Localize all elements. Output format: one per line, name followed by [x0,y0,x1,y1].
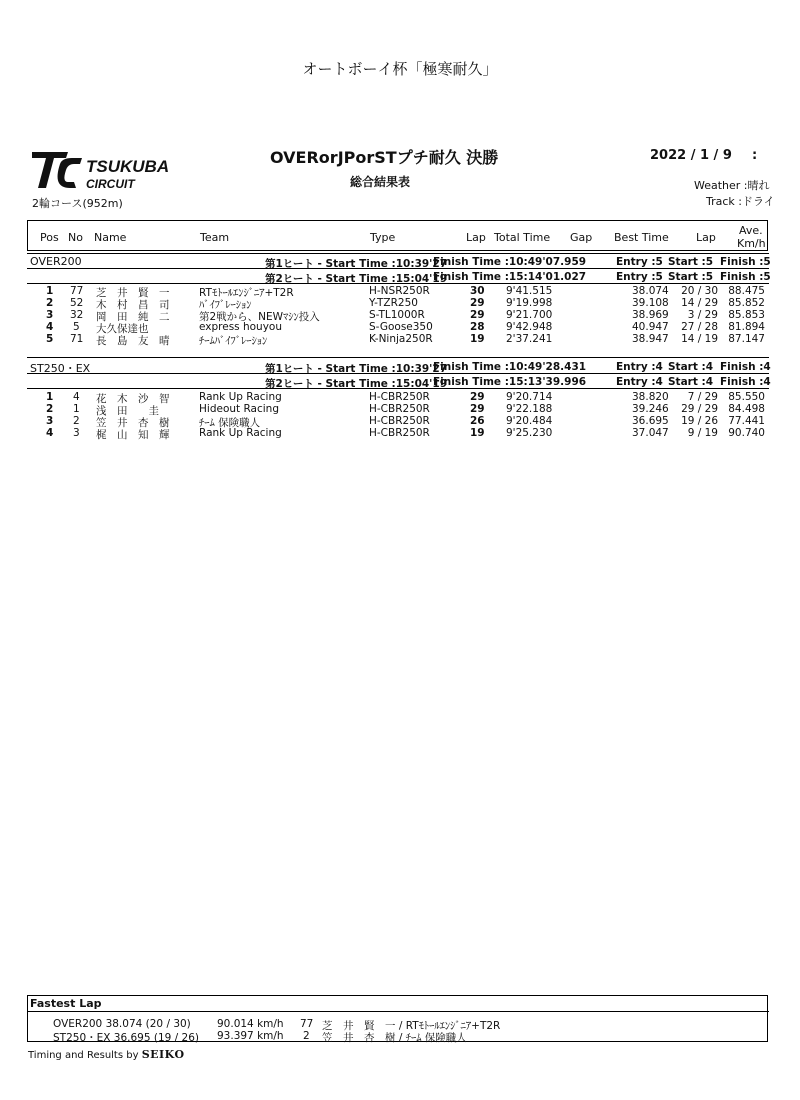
avg-speed: 90.740 [728,427,765,439]
logo-line2: CIRCUIT [86,177,135,191]
laps: 29 [470,403,485,415]
team: ﾊﾞｲﾌﾞﾚｰｼｮﾝ [199,299,252,311]
class-rule [27,283,769,284]
laps: 19 [470,427,485,439]
avg-speed: 88.475 [728,285,765,297]
date-time-separator: : [752,148,758,163]
fastest-speed: 93.397 km/h [217,1030,284,1042]
table-row [0,321,800,333]
pos: 5 [46,333,54,345]
machine-type: H-CBR250R [369,391,430,403]
total-time: 9'20.714 [506,391,553,403]
total-time: 9'25.230 [506,427,553,439]
best-time: 38.074 [632,285,669,297]
header-best-time: Best Time [614,231,669,244]
heat-finish: Finish Time :10:49'28.431 [433,361,587,373]
team: ﾁｰﾑﾊﾞｲﾌﾞﾚｰｼｮﾝ [199,335,268,347]
car-no: 2 [73,415,80,427]
best-lap: 14 / 19 [681,333,718,345]
best-time: 36.695 [632,415,669,427]
heat-start: 第1ヒート - Start Time :10:39'27 [265,258,448,270]
header-total-time: Total Time [494,231,551,244]
total-time: 9'21.700 [506,309,553,321]
fastest-lap-row [0,1030,800,1042]
best-lap: 14 / 29 [681,297,718,309]
machine-type: H-CBR250R [369,415,430,427]
laps: 29 [470,391,485,403]
table-row [0,427,800,439]
laps: 28 [470,321,485,333]
car-no: 4 [73,391,80,403]
fastest-class-time: ST250・EX 36.695 (19 / 26) [53,1032,199,1044]
machine-type: H-CBR250R [369,427,430,439]
pos: 4 [46,321,54,333]
class-rule [27,253,769,254]
team: Rank Up Racing [199,427,282,439]
fastest-lap-rule [27,1011,769,1012]
rider-name: 岡 田 純 二 [96,311,170,323]
footer [28,1048,185,1061]
table-row [0,285,800,297]
car-no: 32 [70,309,84,321]
header-gap: Gap [570,231,593,244]
class-rule [27,357,769,358]
heat-finish-count: Finish :4 [720,376,771,388]
rider-name: 笠 井 杏 樹 [96,417,170,429]
total-time: 9'20.484 [506,415,553,427]
heat-finish: Finish Time :15:13'39.996 [433,376,587,388]
table-row [0,309,800,321]
car-no: 77 [70,285,84,297]
fastest-car-no: 77 [300,1018,314,1030]
fastest-speed: 90.014 km/h [217,1018,284,1030]
heat-start: 第2ヒート - Start Time :15:04'19 [265,378,448,390]
rider-name: 浅 田 圭 [96,405,159,417]
fastest-lap-title: Fastest Lap [30,997,102,1010]
heat-finish-count: Finish :4 [720,361,771,373]
table-row [0,391,800,403]
best-lap: 20 / 30 [681,285,718,297]
best-lap: 19 / 26 [681,415,718,427]
header-name: Name [94,231,127,244]
car-no: 1 [73,403,80,415]
total-time: 2'37.241 [506,333,553,345]
best-time: 39.246 [632,403,669,415]
best-time: 39.108 [632,297,669,309]
laps: 30 [470,285,485,297]
car-no: 5 [73,321,80,333]
machine-type: H-CBR250R [369,403,430,415]
best-time: 40.947 [632,321,669,333]
avg-speed: 87.147 [728,333,765,345]
heat-start-count: Start :4 [668,361,714,373]
pos: 1 [46,391,54,403]
car-no: 52 [70,297,84,309]
heat-start-count: Start :5 [668,256,714,268]
best-lap: 27 / 28 [681,321,718,333]
heat-entry: Entry :5 [616,271,663,283]
machine-type: H-NSR250R [369,285,430,297]
pos: 4 [46,427,54,439]
race-title: OVERorJPorSTプチ耐久 決勝 [270,148,499,167]
avg-speed: 84.498 [728,403,765,415]
total-time: 9'41.515 [506,285,553,297]
best-time: 37.047 [632,427,669,439]
car-no: 3 [73,427,80,439]
fastest-rider: 芝 井 賢 一 / RTﾓﾄｰﾙｴﾝｼﾞﾆｱ+T2R [322,1020,501,1032]
laps: 29 [470,309,485,321]
best-time: 38.820 [632,391,669,403]
avg-speed: 85.550 [728,391,765,403]
heat-start: 第1ヒート - Start Time :10:39'27 [265,363,448,375]
heat-finish-count: Finish :5 [720,271,771,283]
class-name: OVER200 [30,255,82,268]
laps: 19 [470,333,485,345]
event-title: オートボーイ杯「極寒耐久」 [302,60,498,78]
fastest-rider: 笠 井 杏 樹 / ﾁｰﾑ 保険職人 [322,1032,467,1044]
table-row [0,403,800,415]
heat-start-count: Start :4 [668,376,714,388]
heat-finish-count: Finish :5 [720,256,771,268]
heat-finish: Finish Time :10:49'07.959 [433,256,587,268]
fastest-lap-row [0,1018,800,1030]
avg-speed: 85.853 [728,309,765,321]
avg-speed: 81.894 [728,321,765,333]
avg-speed: 85.852 [728,297,765,309]
machine-type: S-TL1000R [369,309,425,321]
track-info: Track :ドライ [706,195,775,208]
seiko-logo: SEIKO [141,1048,185,1061]
best-lap: 3 / 29 [687,309,718,321]
fastest-class-time: OVER200 38.074 (20 / 30) [53,1018,191,1030]
column-header-box [27,220,768,251]
machine-type: Y-TZR250 [369,297,418,309]
header-type: Type [370,231,396,244]
pos: 1 [46,285,54,297]
result-subtitle: 総合結果表 [350,175,411,189]
laps: 29 [470,297,485,309]
header-pos: Pos [40,231,59,244]
footer-text: Timing and Results by [28,1050,139,1061]
best-time: 38.969 [632,309,669,321]
team: ﾁｰﾑ 保険職人 [199,417,261,429]
tc-logo-mark [30,148,210,194]
team: express houyou [199,321,283,333]
rider-name: 大久保達也 [96,323,149,335]
best-lap: 29 / 29 [681,403,718,415]
heat-start: 第2ヒート - Start Time :15:04'19 [265,273,448,285]
header-no: No [68,231,83,244]
team: Hideout Racing [199,403,279,415]
team: Rank Up Racing [199,391,282,403]
heat-entry: Entry :4 [616,376,663,388]
header-team: Team [200,231,230,244]
weather-info: Weather :晴れ [694,179,770,192]
machine-type: K-Ninja250R [369,333,433,345]
heat-finish: Finish Time :15:14'01.027 [433,271,587,283]
tsukuba-circuit-logo [30,148,210,194]
pos: 3 [46,309,54,321]
laps: 26 [470,415,485,427]
course-label: 2輪コース(952m) [32,197,123,210]
best-lap: 7 / 29 [687,391,718,403]
header-lap: Lap [466,231,486,244]
car-no: 71 [70,333,84,345]
table-row [0,297,800,309]
team: 第2戦から、NEWﾏｼﾝ投入 [199,311,320,323]
rider-name: 芝 井 賢 一 [96,287,170,299]
machine-type: S-Goose350 [369,321,433,333]
table-row [0,333,800,345]
heat-entry: Entry :4 [616,361,663,373]
table-row [0,415,800,427]
class-name: ST250・EX [30,362,91,375]
header-best-lap: Lap [696,231,716,244]
total-time: 9'19.998 [506,297,553,309]
header-kmh: Km/h [737,237,766,250]
rider-name: 長 島 友 晴 [96,335,170,347]
fastest-car-no: 2 [303,1030,310,1042]
best-time: 38.947 [632,333,669,345]
best-lap: 9 / 19 [687,427,718,439]
total-time: 9'22.188 [506,403,553,415]
heat-start-count: Start :5 [668,271,714,283]
logo-line1: TSUKUBA [86,157,170,176]
total-time: 9'42.948 [506,321,553,333]
heat-entry: Entry :5 [616,256,663,268]
rider-name: 花 木 沙 智 [96,393,170,405]
pos: 2 [46,297,54,309]
rider-name: 木 村 昌 司 [96,299,170,311]
header-ave: Ave. [739,224,763,237]
team: RTﾓﾄｰﾙｴﾝｼﾞﾆｱ+T2R [199,287,294,299]
class-rule [27,388,769,389]
pos: 2 [46,403,54,415]
pos: 3 [46,415,54,427]
race-date: 2022 / 1 / 9 [650,148,732,163]
avg-speed: 77.441 [728,415,765,427]
rider-name: 梶 山 知 輝 [96,429,170,441]
